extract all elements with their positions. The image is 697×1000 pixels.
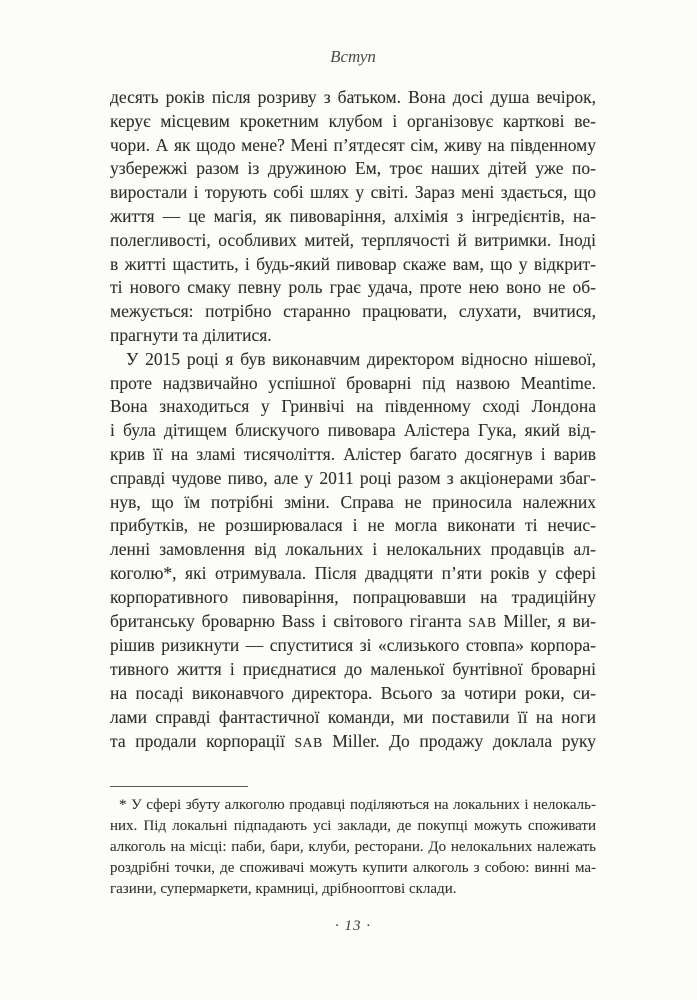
text-line: керує місцевим крокетним клубом і організовує карткові ве- [110, 110, 596, 131]
text-line: справді чудове пиво, але у 2011 році разом з акціонерами збаг- [110, 467, 596, 488]
text-line: них. Під локальні підпадають усі заклади, де покупці можуть споживати [110, 818, 596, 834]
text-line: в житті щастить, і будь-який пивовар скаже вам, що у відкрит- [110, 253, 596, 274]
text-line: полегливості, особливих митей, терплячості й витримки. Іноді [110, 229, 596, 250]
text-line: газини, супермаркети, крамниці, дрібнооптові склади. [110, 881, 457, 897]
text-line: нув, що їм потрібні зміни. Справа не приносила належних [110, 491, 596, 512]
text-line: прибутків, не розширювалася і не могла виконати ті нечис- [110, 515, 596, 536]
text-line: проте надзвичайно успішної броварні під назвою Meantime. [110, 372, 596, 393]
text-line: узбережжі разом із дружиною Ем, троє наших дітей уже по- [110, 158, 596, 179]
small-caps-text: SAB [468, 614, 497, 630]
running-head: Вступ [330, 47, 376, 66]
body-text-block [110, 86, 596, 754]
text-line: тивного життя і приєднатися до маленької бунтівної броварні [110, 659, 596, 680]
page-number: · 13 · [335, 918, 371, 934]
text-line: коголю*, які отримувала. Після двадцяти п’яти років у сфері [110, 562, 596, 583]
text-line: * У сфері збуту алкоголю продавці поділяються на локальних і нелокаль- [119, 797, 596, 813]
text-line: рішив ризикнути — спуститися зі «слизького стовпа» корпора- [110, 635, 596, 656]
paragraph [110, 86, 596, 348]
text-line: чори. А як щодо мене? Мені п’ятдесят сім, живу на південному [110, 134, 596, 155]
text-line: британську броварню Bass і світового гіганта SAB Miller, я ви- [110, 610, 596, 631]
text-line: роздрібні точки, де споживачі можуть купити алкоголь з собою: винні ма- [110, 860, 596, 876]
text-line: та продали корпорації SAB Miller. До продажу доклала руку [110, 730, 597, 751]
text-line: У 2015 році я був виконавчим директором відносно нішевої, [126, 348, 596, 369]
text-line: виростали і торують собі шлях у світі. Зараз мені здається, що [110, 182, 596, 203]
text-line: прагнути та ділитися. [110, 324, 272, 345]
text-line: ленні замовлення від локальних і нелокальних продавців ал- [110, 539, 596, 560]
footnote-block [110, 795, 596, 900]
text-line: крив її на зламі тисячоліття. Алістер багато досягнув і варив [110, 443, 596, 464]
small-caps-text: SAB [294, 734, 323, 750]
text-line: межується: потрібно старанно працювати, слухати, вчитися, [110, 301, 596, 322]
text-line: і була дітищем блискучого пивовара Алістера Гука, який від- [110, 420, 596, 441]
footnote-separator-rule [110, 786, 248, 787]
text-line: життя — це магія, як пивоваріння, алхімія з інгредієнтів, на- [110, 205, 596, 226]
text-line: лами справді фантастичної команди, ми поставили її на ноги [110, 706, 596, 727]
text-line: десять років після розриву з батьком. Вона досі душа вечірок, [110, 87, 596, 107]
paragraph [110, 348, 596, 755]
text-line: Вона знаходиться у Гринвічі на південному сході Лондона [110, 396, 596, 417]
paragraph [110, 795, 596, 900]
text-line: ті нового смаку певну роль грає удача, проте нею воно не об- [110, 277, 596, 298]
text-line: алкоголь на місці: паби, бари, клуби, ресторани. До нелокальних належать [110, 839, 596, 855]
text-line: корпоративного пивоваріння, попрацювавши на традиційну [110, 586, 596, 607]
text-line: на посаді виконавчого директора. Всього за чотири роки, си- [110, 682, 596, 703]
